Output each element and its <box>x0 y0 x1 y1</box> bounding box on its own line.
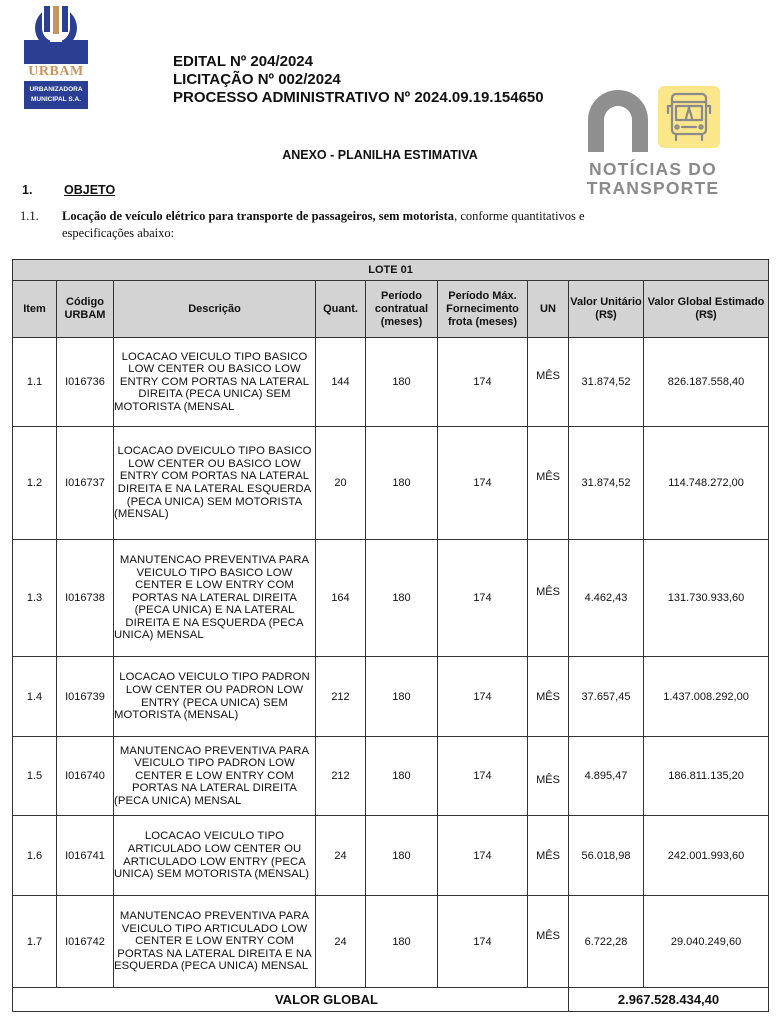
cell-item: 1.7 <box>13 896 57 988</box>
cell-item: 1.5 <box>13 737 57 816</box>
document-header <box>173 53 544 107</box>
cell-periodo-max: 174 <box>438 816 528 896</box>
total-label: VALOR GLOBAL <box>13 988 569 1012</box>
logo-subtitle-line1: URBANIZADORA <box>29 86 83 93</box>
cell-descricao: LOCACAO VEICULO TIPO ARTICULADO LOW CENTER OU ARTICULADO LOW ENTRY (PECA UNICA) SEM MOTORISTA (MENSAL) <box>114 816 316 896</box>
paragraph-bold-text: Locação de veículo elétrico para transporte de passageiros, sem motorista <box>62 209 455 223</box>
cell-un <box>528 896 569 988</box>
cell-descricao: MANUTENCAO PREVENTIVA PARA VEICULO TIPO ARTICULADO LOW CENTER E LOW ENTRY COM PORTAS NA LATERAL DIREITA E NA ESQUERDA (PECA UNICA) MENSAL <box>114 896 316 988</box>
cell-un <box>528 816 569 896</box>
cell-un <box>528 540 569 657</box>
cell-valor-global: 29.040.249,60 <box>644 896 769 988</box>
cell-item: 1.2 <box>13 427 57 540</box>
cell-codigo: I016742 <box>57 896 114 988</box>
un-text: MÊS <box>536 690 560 703</box>
cell-item: 1.4 <box>13 657 57 737</box>
watermark-line2: TRANSPORTE <box>586 178 720 198</box>
col-valor-global: Valor Global Estimado (R$) <box>644 281 769 338</box>
un-text: MÊS <box>536 774 560 786</box>
watermark-line1: NOTÍCIAS DO <box>589 159 717 179</box>
cell-codigo: I016740 <box>57 737 114 816</box>
cell-periodo-max: 174 <box>438 737 528 816</box>
paragraph-text-rest: , conforme quantitativos e <box>454 209 585 223</box>
table-row <box>13 427 769 540</box>
col-periodo: Período contratual (meses) <box>366 281 438 338</box>
logo-subtitle-line2: MUNICIPAL S.A. <box>31 96 81 103</box>
cell-codigo: I016737 <box>57 427 114 540</box>
cell-quant: 164 <box>316 540 366 657</box>
table-row <box>13 896 769 988</box>
cell-periodo-max: 174 <box>438 427 528 540</box>
watermark-text <box>578 160 728 198</box>
logo-name: URBAM <box>28 64 84 79</box>
cell-valor-unitario: 31.874,52 <box>569 427 644 540</box>
un-text: MÊS <box>536 586 560 598</box>
paragraph-number: 1.1. <box>20 209 39 223</box>
cell-quant: 24 <box>316 896 366 988</box>
cell-descricao: MANUTENCAO PREVENTIVA PARA VEICULO TIPO BASICO LOW CENTER E LOW ENTRY COM PORTAS NA LATERAL DIREITA (PECA UNICA) E NA LATERAL DIREITA E NA ESQUERDA (PECA UNICA) MENSAL <box>114 540 316 657</box>
cell-codigo: I016741 <box>57 816 114 896</box>
object-paragraph <box>20 208 710 242</box>
cell-valor-global: 1.437.008.292,00 <box>644 657 769 737</box>
processo-number: PROCESSO ADMINISTRATIVO Nº 2024.09.19.154650 <box>173 89 544 106</box>
licitacao-number: LICITAÇÃO Nº 002/2024 <box>173 71 341 88</box>
cell-valor-global: 131.730.933,60 <box>644 540 769 657</box>
paragraph-text-line2: especificações abaixo: <box>62 226 175 240</box>
lote-header: LOTE 01 <box>13 260 769 281</box>
cell-quant: 212 <box>316 737 366 816</box>
cell-un <box>528 427 569 540</box>
logo-subtitle <box>24 81 88 109</box>
cell-descricao: LOCACAO VEICULO TIPO BASICO LOW CENTER OU BASICO LOW ENTRY COM PORTAS NA LATERAL DIREITA (PECA UNICA) SEM MOTORISTA (MENSAL <box>114 338 316 427</box>
cell-valor-global: 826.187.558,40 <box>644 338 769 427</box>
cell-descricao: LOCACAO DVEICULO TIPO BASICO LOW CENTER OU BASICO LOW ENTRY COM PORTAS NA LATERAL DIREITA E NA LATERAL ESQUERDA (PECA UNICA) SEM MOTORISTA (MENSAL) <box>114 427 316 540</box>
cell-periodo: 180 <box>366 896 438 988</box>
cell-item: 1.1 <box>13 338 57 427</box>
watermark-logo <box>578 86 728 204</box>
section-number: 1. <box>22 183 33 197</box>
cell-un <box>528 737 569 816</box>
cell-descricao: LOCACAO VEICULO TIPO PADRON LOW CENTER OU PADRON LOW ENTRY (PECA UNICA) SEM MOTORISTA (MENSAL) <box>114 657 316 737</box>
cell-valor-unitario: 37.657,45 <box>569 657 644 737</box>
un-text: MÊS <box>536 929 560 942</box>
cell-periodo: 180 <box>366 427 438 540</box>
urbam-logo <box>24 6 88 104</box>
cell-periodo-max: 174 <box>438 540 528 657</box>
table-row <box>13 816 769 896</box>
section-label: OBJETO <box>64 183 116 197</box>
cell-periodo: 180 <box>366 816 438 896</box>
n-logo-icon <box>584 86 652 157</box>
cell-periodo: 180 <box>366 540 438 657</box>
section-heading <box>22 183 115 197</box>
table-row <box>13 737 769 816</box>
cell-valor-unitario: 56.018,98 <box>569 816 644 896</box>
cell-un <box>528 657 569 737</box>
cell-valor-unitario: 31.874,52 <box>569 338 644 427</box>
total-row <box>13 988 769 1012</box>
cell-valor-unitario: 6.722,28 <box>569 896 644 988</box>
table-row <box>13 657 769 737</box>
un-text: MÊS <box>536 370 560 382</box>
cell-periodo: 180 <box>366 737 438 816</box>
cell-valor-global: 186.811.135,20 <box>644 737 769 816</box>
cell-quant: 212 <box>316 657 366 737</box>
cell-descricao: MANUTENCAO PREVENTIVA PARA VEICULO TIPO PADRON LOW CENTER E LOW ENTRY COM PORTAS NA LATERAL DIREITA (PECA UNICA) MENSAL <box>114 737 316 816</box>
cell-item: 1.3 <box>13 540 57 657</box>
cell-codigo: I016736 <box>57 338 114 427</box>
un-text: MÊS <box>536 849 560 862</box>
estimate-table <box>12 259 769 1012</box>
cell-valor-global: 242.001.993,60 <box>644 816 769 896</box>
col-codigo: Código URBAM <box>57 281 114 338</box>
cell-item: 1.6 <box>13 816 57 896</box>
cell-periodo-max: 174 <box>438 657 528 737</box>
col-un: UN <box>528 281 569 338</box>
table-row <box>13 338 769 427</box>
annex-title: ANEXO - PLANILHA ESTIMATIVA <box>282 148 478 162</box>
cell-un <box>528 338 569 427</box>
cell-periodo: 180 <box>366 338 438 427</box>
col-item: Item <box>13 281 57 338</box>
col-valor-unitario: Valor Unitário (R$) <box>569 281 644 338</box>
urbam-emblem-icon <box>24 6 88 64</box>
edital-number: EDITAL Nº 204/2024 <box>173 53 313 70</box>
cell-valor-unitario: 4.895,47 <box>569 737 644 816</box>
cell-quant: 20 <box>316 427 366 540</box>
col-descricao: Descrição <box>114 281 316 338</box>
cell-quant: 24 <box>316 816 366 896</box>
cell-periodo-max: 174 <box>438 338 528 427</box>
cell-codigo: I016739 <box>57 657 114 737</box>
un-text: MÊS <box>536 471 560 483</box>
col-quant: Quant. <box>316 281 366 338</box>
cell-periodo: 180 <box>366 657 438 737</box>
col-periodo-max: Período Máx. Fornecimento frota (meses) <box>438 281 528 338</box>
column-headers <box>13 281 769 338</box>
cell-valor-global: 114.748.272,00 <box>644 427 769 540</box>
cell-periodo-max: 174 <box>438 896 528 988</box>
cell-valor-unitario: 4.462,43 <box>569 540 644 657</box>
cell-quant: 144 <box>316 338 366 427</box>
table-row <box>13 540 769 657</box>
bus-icon <box>658 86 720 148</box>
total-value: 2.967.528.434,40 <box>569 988 769 1012</box>
cell-codigo: I016738 <box>57 540 114 657</box>
